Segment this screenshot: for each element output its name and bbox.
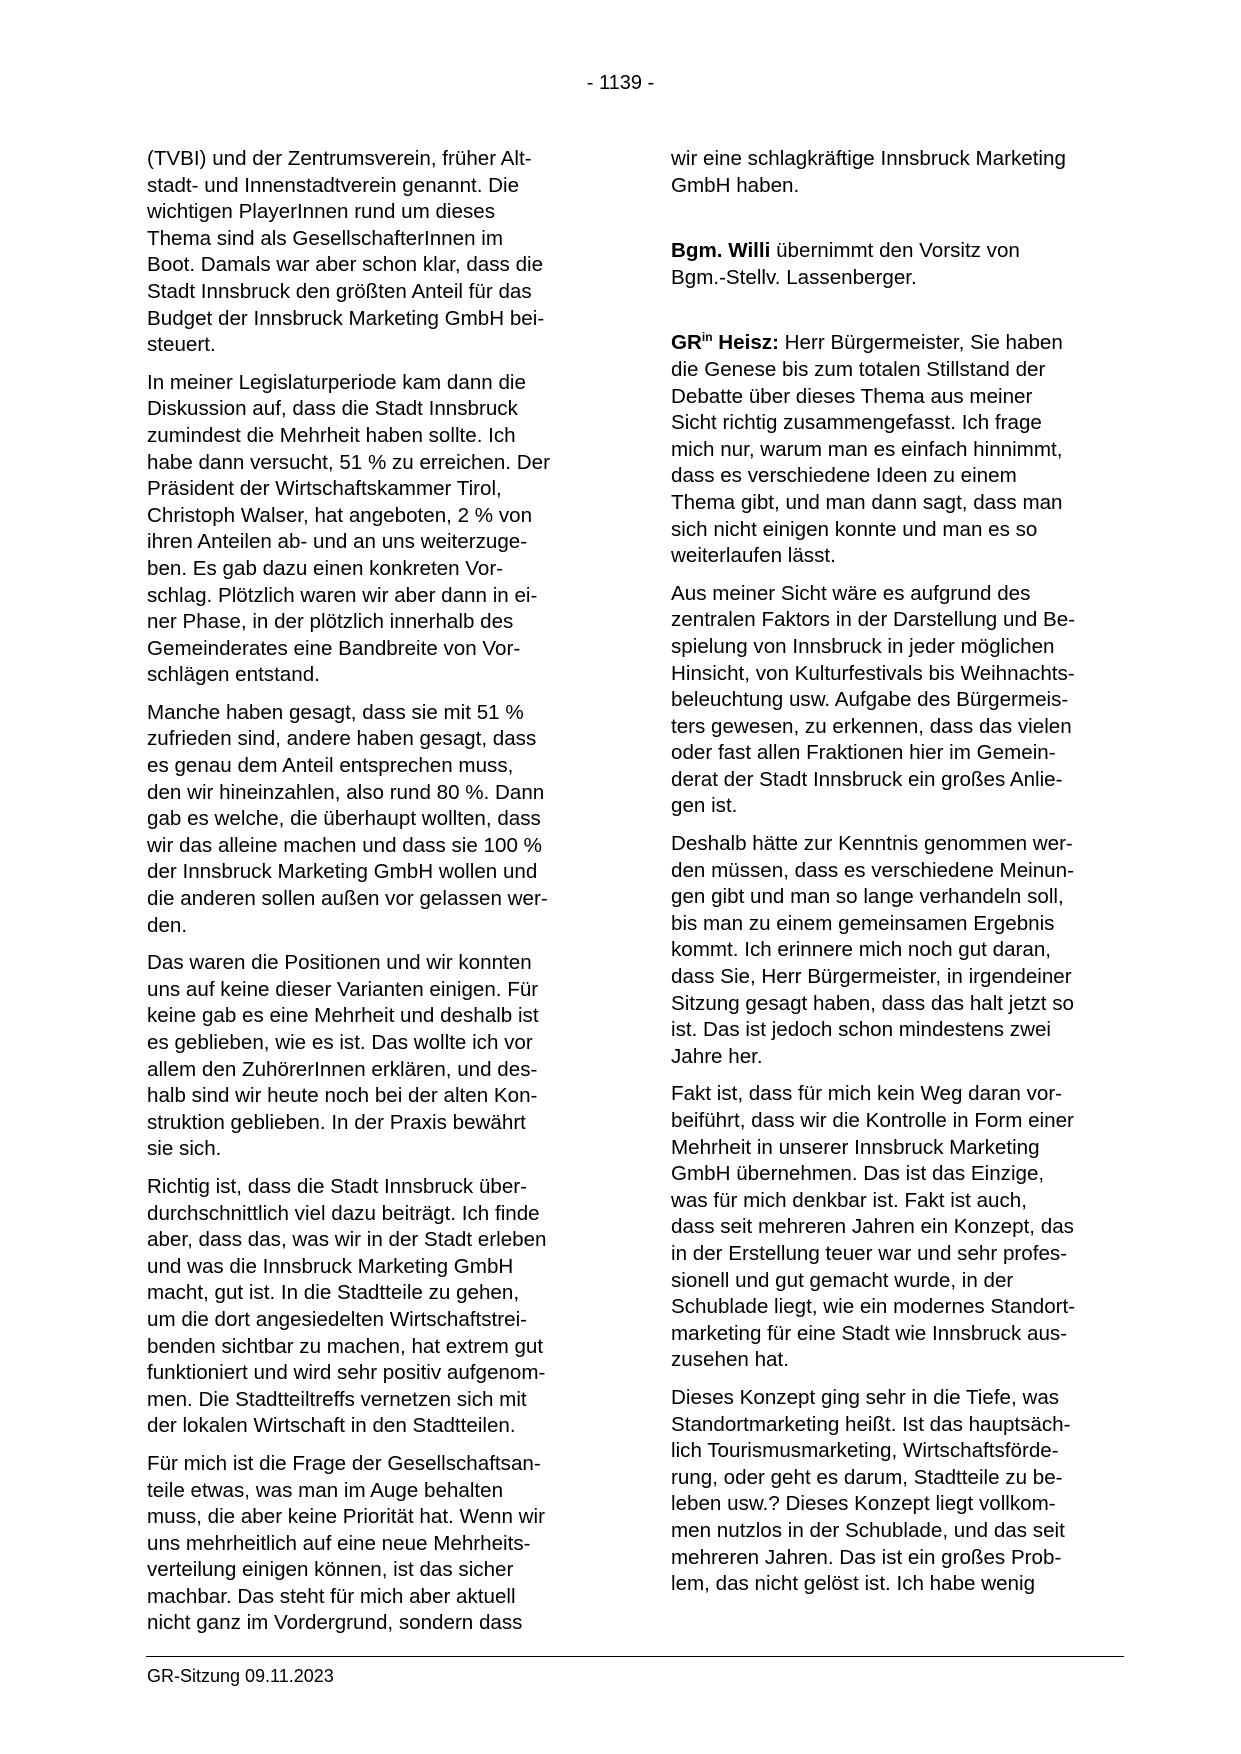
text-line: Sicht richtig zusammengefasst. Ich frage — [671, 411, 1042, 435]
text-line — [671, 330, 1131, 357]
left-column — [147, 146, 607, 1648]
text-line: marketing für eine Stadt wie Innsbruck aus- — [671, 1321, 1068, 1345]
text-line: Aus meiner Sicht wäre es aufgrund des — [671, 581, 1031, 605]
text-line: kommt. Ich erinnere mich noch gut daran, — [671, 938, 1052, 962]
text-line: Gemeinderates eine Bandbreite von Vor- — [147, 636, 521, 660]
text-line: Christoph Walser, hat angeboten, 2 % von — [147, 503, 533, 527]
speaker-name — [671, 331, 779, 354]
text-line: beiführt, dass wir die Kontrolle in Form einer — [671, 1109, 1074, 1132]
text-line: struktion geblieben. In der Praxis bewährt — [147, 1110, 526, 1134]
text-line: es genau dem Anteil entsprechen muss, — [147, 754, 514, 778]
text-line: Thema gibt, und man dann sagt, dass man — [671, 490, 1063, 514]
text-line: den. — [147, 913, 188, 937]
text-line: habe dann versucht, 51 % zu erreichen. Der — [147, 450, 550, 474]
text-line: macht, gut ist. In die Stadtteile zu gehen, — [147, 1281, 520, 1305]
text-line: aber, dass das, was wir in der Stadt erleben — [147, 1228, 547, 1252]
text-line: zentralen Faktors in der Darstellung und Be- — [671, 608, 1076, 632]
chair-change-note — [671, 238, 1131, 291]
text-line: Budget der Innsbruck Marketing GmbH bei- — [147, 306, 545, 330]
text-line: GmbH übernehmen. Das ist das Einzige, — [671, 1162, 1045, 1186]
text-line: und was die Innsbruck Marketing GmbH — [147, 1254, 514, 1278]
text-fragment: übernimmt den Vorsitz von — [770, 239, 1020, 263]
footer-session-label: GR-Sitzung 09.11.2023 — [147, 1666, 334, 1686]
text-line: men nutzlos in der Schublade, und das seit — [671, 1518, 1065, 1542]
text-line: Debatte über dieses Thema aus meiner — [671, 384, 1033, 408]
text-line: der Innsbruck Marketing GmbH wollen und — [147, 860, 538, 884]
text-line: der lokalen Wirtschaft in den Stadtteilen. — [147, 1414, 516, 1438]
text-line: GmbH haben. — [671, 173, 800, 197]
text-line: uns mehrheitlich auf eine neue Mehrheits- — [147, 1531, 531, 1555]
text-line: In meiner Legislaturperiode kam dann die — [147, 370, 526, 394]
text-line: Stadt Innsbruck den größten Anteil für das — [147, 279, 532, 303]
text-line: ters gewesen, zu erkennen, dass das vielen — [671, 714, 1072, 738]
paragraph — [147, 950, 607, 1163]
text-line: schlag. Plötzlich waren wir aber dann in ei- — [147, 583, 538, 607]
text-line: wichtigen PlayerInnen rund um dieses — [147, 200, 496, 224]
text-line: die Genese bis zum totalen Stillstand der — [671, 357, 1046, 381]
text-line: halb sind wir heute noch bei der alten Kon- — [147, 1084, 538, 1108]
text-line: was für mich denkbar ist. Fakt ist auch, — [671, 1188, 1027, 1212]
text-line: (TVBI) und der Zentrumsverein, früher Alt- — [147, 147, 532, 170]
text-line: zumindest die Mehrheit haben sollte. Ich — [147, 423, 516, 447]
text-line: sionell und gut gemacht wurde, in der — [671, 1268, 1014, 1292]
text-line: teile etwas, was man im Auge behalten — [147, 1478, 504, 1502]
text-line: sie sich. — [147, 1137, 222, 1161]
text-line: verteilung einigen können, ist das sicher — [147, 1558, 514, 1582]
text-line: benden sichtbar zu machen, hat extrem gut — [147, 1334, 544, 1358]
speaker-surname: Heisz: — [712, 331, 779, 355]
text-line: oder fast allen Fraktionen hier im Gemein- — [671, 741, 1056, 765]
text-line: gen gibt und man so lange verhandeln soll, — [671, 885, 1064, 909]
speaker-title-superscript: in — [701, 330, 713, 345]
text-line — [671, 238, 1131, 265]
text-line: stadt- und Innenstadtverein genannt. Die — [147, 173, 520, 197]
text-line: Fakt ist, dass für mich kein Weg daran vor- — [671, 1082, 1063, 1106]
speaker-title: GR — [671, 331, 702, 355]
text-line: beleuchtung usw. Aufgabe des Bürgermeis- — [671, 688, 1069, 712]
paragraph — [147, 1451, 607, 1637]
text-line: Deshalb hätte zur Kenntnis genommen wer- — [671, 832, 1073, 856]
text-line: Thema sind als GesellschafterInnen im — [147, 226, 503, 250]
text-line: Hinsicht, von Kulturfestivals bis Weihnachts- — [671, 661, 1075, 685]
text-line: es geblieben, wie es ist. Das wollte ich vor — [147, 1031, 533, 1054]
speaker-paragraph — [671, 330, 1131, 569]
text-line: leben usw.? Dieses Konzept liegt vollkom- — [671, 1492, 1056, 1516]
text-line: gen ist. — [671, 794, 738, 818]
text-line: in der Erstellung teuer war und sehr profes- — [671, 1241, 1068, 1265]
text-line: lem, das nicht gelöst ist. Ich habe wenig — [671, 1572, 1036, 1596]
text-line: wir das alleine machen und dass sie 100 % — [147, 833, 542, 857]
text-line: Bgm.-Stellv. Lassenberger. — [671, 265, 917, 289]
text-line: keine gab es eine Mehrheit und deshalb ist — [147, 1004, 539, 1028]
text-line: dass es verschiedene Ideen zu einem — [671, 464, 1017, 488]
text-line: men. Die Stadtteiltreffs vernetzen sich mit — [147, 1387, 527, 1411]
text-line: muss, die aber keine Priorität hat. Wenn wir — [147, 1505, 545, 1529]
text-line: durchschnittlich viel dazu beiträgt. Ich finde — [147, 1201, 540, 1225]
text-line: allem den ZuhörerInnen erklären, und des- — [147, 1057, 538, 1081]
text-line: spielung von Innsbruck in jeder möglichen — [671, 634, 1055, 658]
paragraph — [671, 831, 1131, 1070]
speaker-name: Bgm. Willi — [671, 239, 771, 263]
text-line: Präsident der Wirtschaftskammer Tirol, — [147, 477, 502, 501]
text-line: mehreren Jahren. Das ist ein großes Prob- — [671, 1545, 1062, 1569]
text-line: ihren Anteilen ab- und an uns weiterzuge- — [147, 530, 528, 554]
text-line: Dieses Konzept ging sehr in die Tiefe, was — [671, 1385, 1060, 1409]
text-line: Sitzung gesagt haben, dass das halt jetzt so — [671, 991, 1074, 1015]
text-line: ist. Das ist jedoch schon mindestens zwei — [671, 1018, 1052, 1042]
text-line: nicht ganz im Vordergrund, sondern dass — [147, 1611, 523, 1635]
paragraph — [147, 700, 607, 939]
text-line: Manche haben gesagt, dass sie mit 51 % — [147, 700, 524, 724]
text-line: machbar. Das steht für mich aber aktuell — [147, 1584, 516, 1608]
text-line: gab es welche, die überhaupt wollten, dass — [147, 807, 541, 831]
right-column — [671, 146, 1131, 1609]
paragraph — [671, 146, 1131, 199]
paragraph — [147, 1174, 607, 1440]
text-line: funktioniert und wird sehr positiv aufgenom- — [147, 1361, 546, 1385]
text-line: mich nur, warum man es einfach hinnimmt, — [671, 437, 1063, 461]
text-line: sich nicht einigen konnte und man es so — [671, 517, 1038, 541]
text-line: uns auf keine dieser Varianten einigen. Für — [147, 977, 539, 1001]
text-line: Richtig ist, dass die Stadt Innsbruck über- — [147, 1174, 528, 1198]
text-line: Mehrheit in unserer Innsbruck Marketing — [671, 1135, 1040, 1159]
text-line: den müssen, dass es verschiedene Meinun- — [671, 858, 1074, 882]
text-line: weiterlaufen lässt. — [671, 544, 836, 568]
text-line: Standortmarketing heißt. Ist das hauptsäch- — [671, 1412, 1071, 1436]
paragraph — [147, 370, 607, 689]
text-line: dass seit mehreren Jahren ein Konzept, das — [671, 1215, 1074, 1239]
text-line: die anderen sollen außen vor gelassen wer- — [147, 887, 548, 911]
text-line: Für mich ist die Frage der Gesellschaftsan- — [147, 1451, 541, 1475]
text-line: Boot. Damals war aber schon klar, dass die — [147, 253, 544, 277]
text-line: ben. Es gab dazu einen konkreten Vor- — [147, 556, 504, 580]
text-line: steuert. — [147, 333, 216, 357]
text-line: um die dort angesiedelten Wirtschaftstrei- — [147, 1307, 528, 1331]
text-fragment: Herr Bürgermeister, Sie haben — [778, 331, 1063, 355]
text-line: Diskussion auf, dass die Stadt Innsbruck — [147, 397, 518, 421]
text-line: schlägen entstand. — [147, 663, 320, 687]
paragraph — [147, 146, 607, 359]
text-line: Schublade liegt, wie ein modernes Standort- — [671, 1295, 1076, 1319]
paragraph — [671, 1385, 1131, 1598]
paragraph — [671, 1081, 1131, 1374]
text-line: zusehen hat. — [671, 1348, 789, 1372]
page-number: - 1139 - — [586, 72, 655, 94]
paragraph — [671, 581, 1131, 820]
text-line: den wir hineinzahlen, also rund 80 %. Dann — [147, 780, 545, 804]
text-line: lich Tourismusmarketing, Wirtschaftsförde- — [671, 1439, 1059, 1463]
text-line: Das waren die Positionen und wir konnten — [147, 951, 532, 975]
text-line: bis man zu einem gemeinsamen Ergebnis — [671, 911, 1055, 935]
footer-divider — [146, 1656, 1124, 1657]
text-line: zufrieden sind, andere haben gesagt, dass — [147, 727, 537, 751]
text-line: ner Phase, in der plötzlich innerhalb des — [147, 610, 514, 634]
text-line: Jahre her. — [671, 1044, 763, 1068]
text-line: rung, oder geht es darum, Stadtteile zu be- — [671, 1465, 1063, 1489]
text-line: wir eine schlagkräftige Innsbruck Marketing — [671, 147, 1066, 170]
text-line: dass Sie, Herr Bürgermeister, in irgendeiner — [671, 965, 1072, 989]
text-line: derat der Stadt Innsbruck ein großes Anlie- — [671, 767, 1063, 791]
